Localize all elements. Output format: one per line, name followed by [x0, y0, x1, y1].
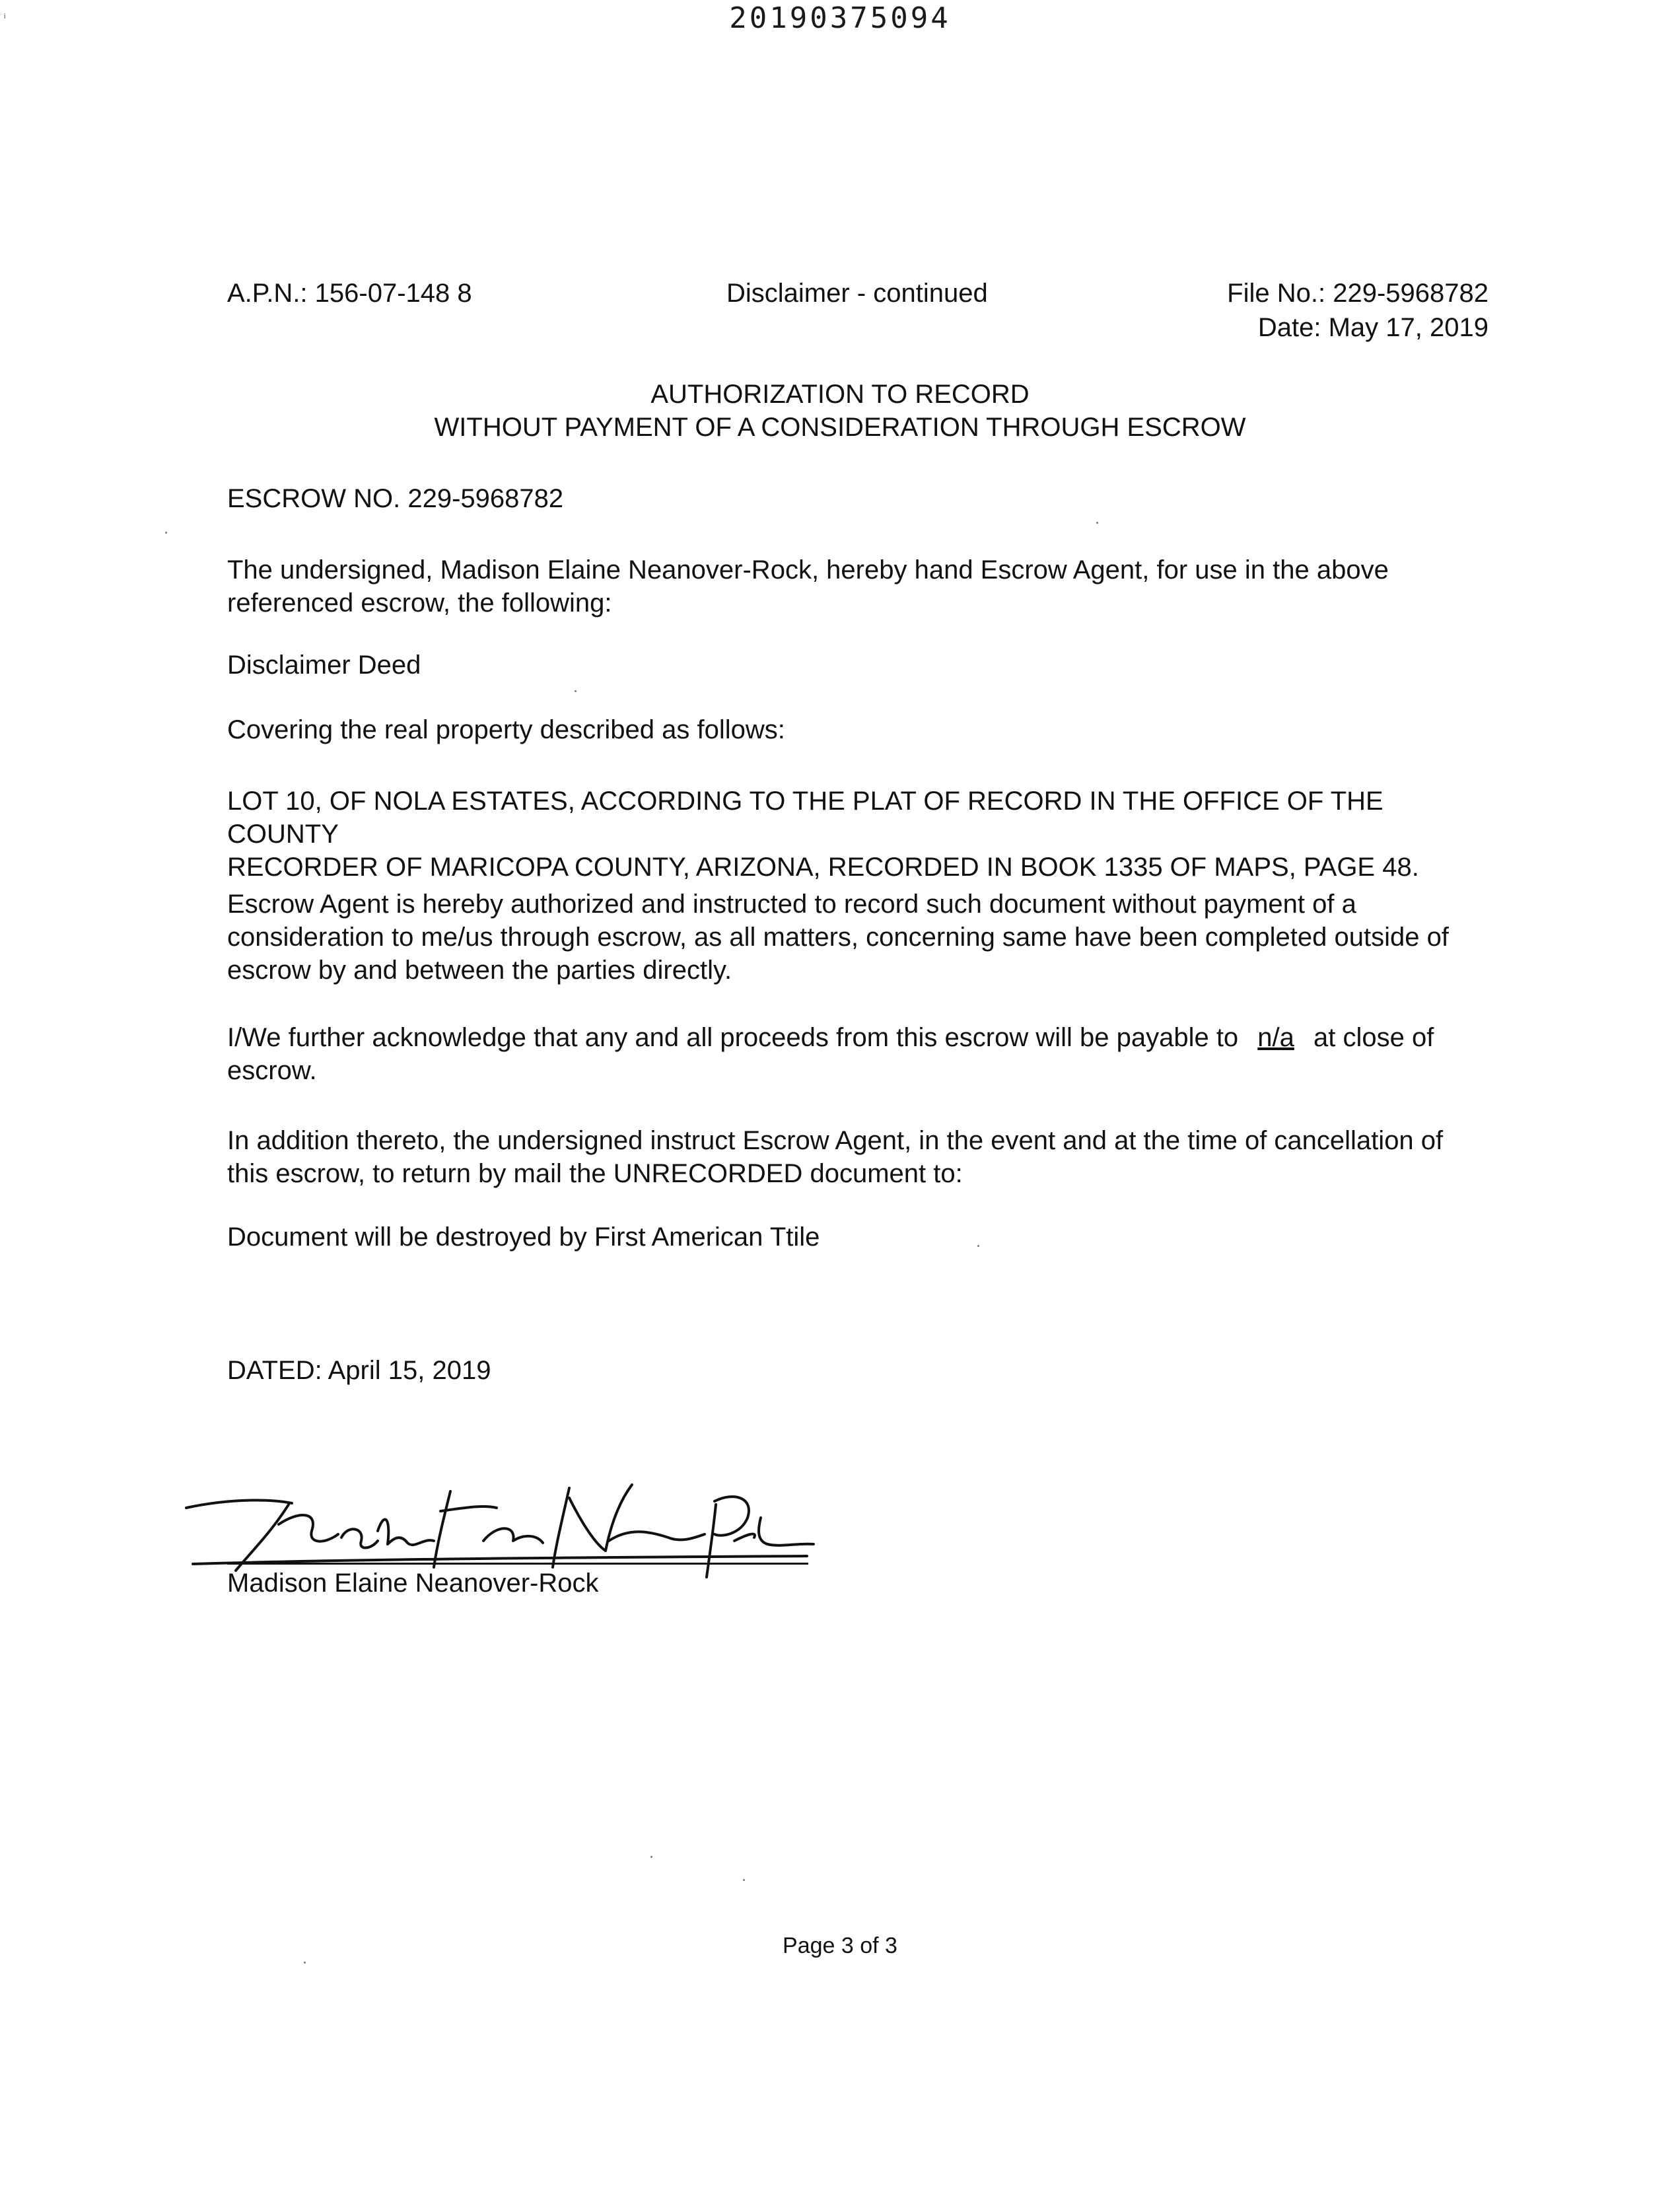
acknowledge-prefix: I/We further acknowledge that any and all proceeds from this escrow will be payable to [227, 1023, 1239, 1052]
authorized-line-1: Escrow Agent is hereby authorized and instructed to record such document without payment of a [227, 890, 1356, 919]
payee-blank: n/a [1257, 1023, 1294, 1052]
authorized-line-3: escrow by and between the parties directly. [227, 956, 732, 985]
section-label: Disclaimer - continued [726, 279, 988, 308]
file-number: File No.: 229-5968782 [1227, 279, 1488, 308]
legal-line-1: LOT 10, OF NOLA ESTATES, ACCORDING TO THE PLAT OF RECORD IN THE OFFICE OF THE COUNTY [227, 787, 1383, 849]
legal-line-2: RECORDER OF MARICOPA COUNTY, ARIZONA, RECORDED IN BOOK 1335 OF MAPS, PAGE 48. [227, 853, 1419, 882]
apn-label: A.P.N.: 156-07-148 8 [227, 279, 472, 308]
scan-speck [165, 532, 167, 534]
title-line-1: AUTHORIZATION TO RECORD [650, 380, 1030, 409]
scan-speck [575, 690, 577, 692]
scan-mark: ᵢ [4, 9, 6, 20]
legal-description [227, 785, 1495, 884]
document-title [0, 378, 1680, 444]
scan-speck [977, 1245, 979, 1247]
file-info [1227, 276, 1488, 345]
scan-speck [743, 1879, 745, 1881]
scan-speck [304, 1962, 306, 1964]
scan-speck [650, 1856, 652, 1858]
authorized-line-2: consideration to me/us through escrow, as all matters, concerning same have been completed outside of [227, 923, 1449, 952]
undersigned-line-1: The undersigned, Madison Elaine Neanover-Rock, hereby hand Escrow Agent, for use in the above [227, 555, 1389, 585]
acknowledge-paragraph [227, 1021, 1495, 1087]
title-line-2: WITHOUT PAYMENT OF A CONSIDERATION THROUGH ESCROW [434, 413, 1246, 442]
addition-line-1: In addition thereto, the undersigned instruct Escrow Agent, in the event and at the time of cancellation of [227, 1126, 1444, 1155]
addition-paragraph [227, 1124, 1495, 1190]
document-date: Date: May 17, 2019 [1257, 313, 1488, 342]
covering-paragraph: Covering the real property described as follows: [227, 715, 785, 744]
deed-type: Disclaimer Deed [227, 651, 421, 680]
authorization-paragraph [227, 888, 1495, 987]
signature-line [227, 1563, 808, 1565]
addition-line-2: this escrow, to return by mail the UNRECORDED document to: [227, 1159, 963, 1188]
acknowledge-line-2: escrow. [227, 1056, 317, 1085]
scan-speck [1096, 522, 1098, 524]
undersigned-line-2: referenced escrow, the following: [227, 588, 612, 618]
dated-line: DATED: April 15, 2019 [227, 1356, 491, 1385]
signer-name: Madison Elaine Neanover-Rock [227, 1569, 599, 1598]
recording-number: 20190375094 [729, 1, 951, 35]
escrow-number: ESCROW NO. 229-5968782 [227, 484, 564, 513]
page-number: Page 3 of 3 [783, 1933, 897, 1958]
acknowledge-suffix: at close of [1313, 1023, 1434, 1052]
destroyed-notice: Document will be destroyed by First American Ttile [227, 1223, 820, 1252]
acknowledge-line-1 [227, 1021, 1495, 1054]
undersigned-paragraph [227, 553, 1495, 620]
